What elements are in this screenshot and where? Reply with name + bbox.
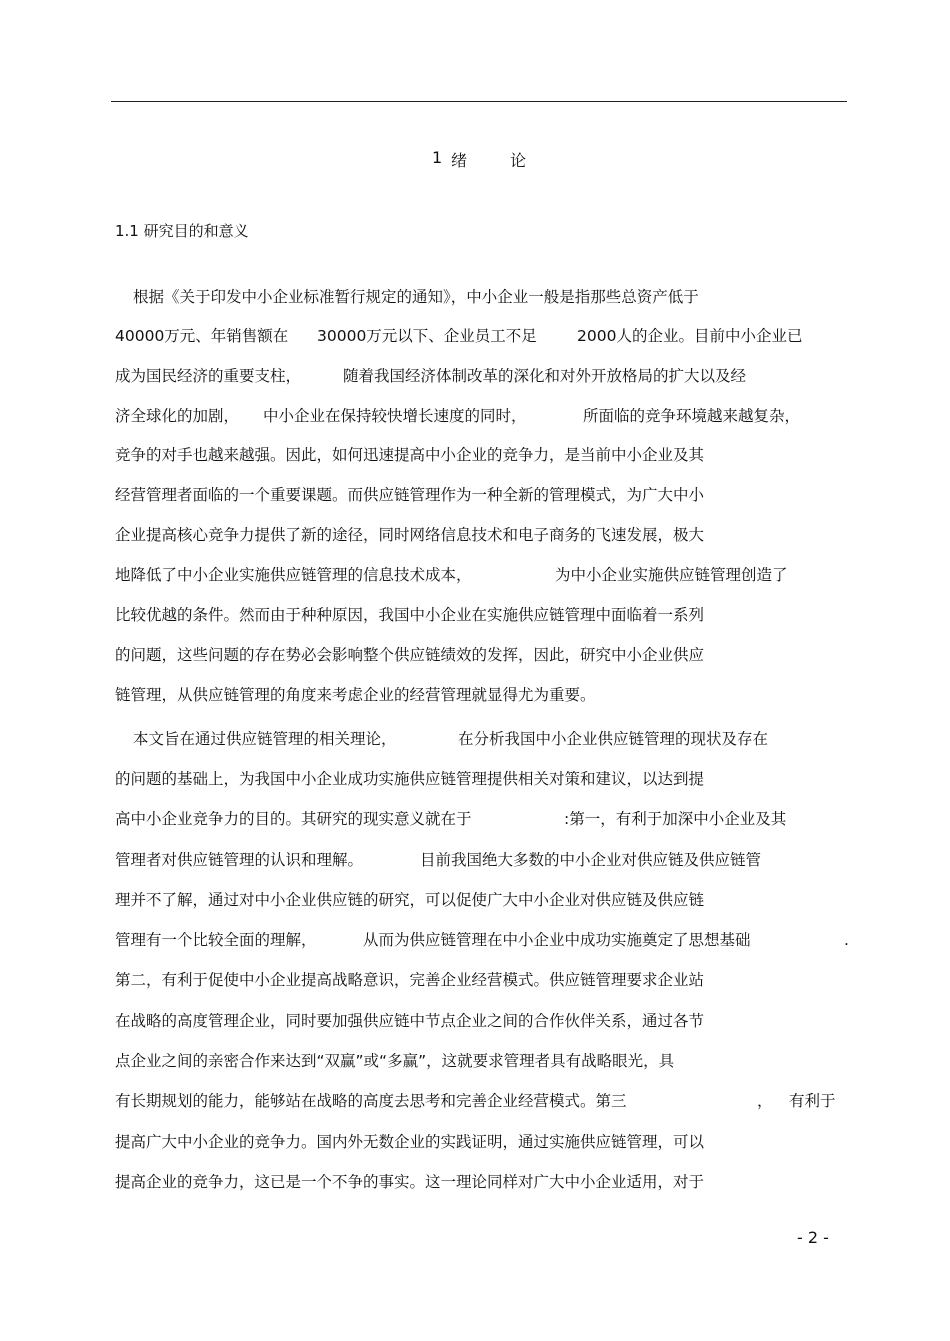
body-line: 所面临的竞争环境越来越复杂， bbox=[583, 407, 801, 425]
body-line: 成为国民经济的重要支柱， bbox=[115, 367, 302, 385]
chapter-title-second-char: 论 bbox=[510, 151, 527, 170]
body-line: 企业提高核心竞争力提供了新的途径，同时网络信息技术和电子商务的飞速发展，极大 bbox=[115, 526, 705, 544]
body-line: 管理者对供应链管理的认识和理解。 bbox=[115, 851, 364, 869]
chapter-title-first-char: 绪 bbox=[451, 151, 468, 170]
body-line: 的问题的基础上，为我国中小企业成功实施供应链管理提供相关对策和建议，以达到提 bbox=[115, 770, 705, 788]
body-line: 济全球化的加剧， bbox=[115, 407, 240, 425]
body-line: 理并不了解，通过对中小企业供应链的研究，可以促使广大中小企业对供应链及供应链 bbox=[115, 891, 705, 909]
body-line: 的问题，这些问题的存在势必会影响整个供应链绩效的发挥，因此，研究中小企业供应 bbox=[115, 646, 705, 664]
body-line: 管理有一个比较全面的理解， bbox=[115, 931, 317, 949]
body-line: 经营管理者面临的一个重要课题。而供应链管理作为一种全新的管理模式，为广大中小 bbox=[115, 486, 705, 504]
body-line: 地降低了中小企业实施供应链管理的信息技术成本， bbox=[115, 566, 472, 584]
body-line: 在战略的高度管理企业，同时要加强供应链中节点企业之间的合作伙伴关系，通过各节 bbox=[115, 1012, 705, 1030]
body-line: 随着我国经济体制改革的深化和对外开放格局的扩大以及经 bbox=[343, 367, 747, 385]
body-line: 竞争的对手也越来越强。因此，如何迅速提高中小企业的竞争力，是当前中小企业及其 bbox=[115, 446, 705, 464]
body-line: 有长期规划的能力，能够站在战略的高度去思考和完善企业经营模式。第三 bbox=[115, 1092, 627, 1110]
section-heading: 1.1 研究目的和意义 bbox=[115, 222, 249, 240]
body-line: :第一，有利于加深中小企业及其 bbox=[564, 810, 787, 828]
body-line: 有利于 bbox=[789, 1092, 836, 1110]
chapter-number: 1 bbox=[432, 148, 443, 167]
body-line: 从而为供应链管理在中小企业中成功实施奠定了思想基础 bbox=[363, 931, 751, 949]
body-line: 中小企业在保持较快增长速度的同时， bbox=[263, 407, 527, 425]
body-line: 本文旨在通过供应链管理的相关理论， bbox=[133, 730, 397, 748]
body-line: 根据《关于印发中小企业标准暂行规定的通知》，中小企业一般是指那些总资产低于 bbox=[133, 288, 699, 306]
body-line: 目前我国绝大多数的中小企业对供应链及供应链管 bbox=[420, 851, 762, 869]
body-line: 30000万元以下、企业员工不足 bbox=[317, 327, 537, 345]
body-line: 第二，有利于促使中小企业提高战略意识，完善企业经营模式。供应链管理要求企业站 bbox=[115, 971, 705, 989]
body-line: 2000人的企业。目前中小企业已 bbox=[577, 327, 803, 345]
page-number: - 2 - bbox=[797, 1228, 829, 1247]
body-line: . bbox=[844, 931, 849, 949]
body-line: ， bbox=[757, 1092, 773, 1110]
header-rule bbox=[111, 101, 847, 102]
body-line: 高中小企业竞争力的目的。其研究的现实意义就在于 bbox=[115, 810, 472, 828]
body-line: 提高企业的竞争力，这已是一个不争的事实。这一理论同样对广大中小企业适用，对于 bbox=[115, 1173, 705, 1191]
body-line: 链管理，从供应链管理的角度来考虑企业的经营管理就显得尤为重要。 bbox=[115, 686, 596, 704]
body-line: 在分析我国中小企业供应链管理的现状及存在 bbox=[458, 730, 769, 748]
body-line: 点企业之间的亲密合作来达到“双赢”或“多赢”，这就要求管理者具有战略眼光，具 bbox=[115, 1052, 675, 1070]
body-line: 提高广大中小企业的竞争力。国内外无数企业的实践证明，通过实施供应链管理，可以 bbox=[115, 1133, 705, 1151]
body-line: 为中小企业实施供应链管理创造了 bbox=[555, 566, 788, 584]
body-line: 40000万元、年销售额在 bbox=[115, 327, 289, 345]
body-line: 比较优越的条件。然而由于种种原因，我国中小企业在实施供应链管理中面临着一系列 bbox=[115, 606, 705, 624]
